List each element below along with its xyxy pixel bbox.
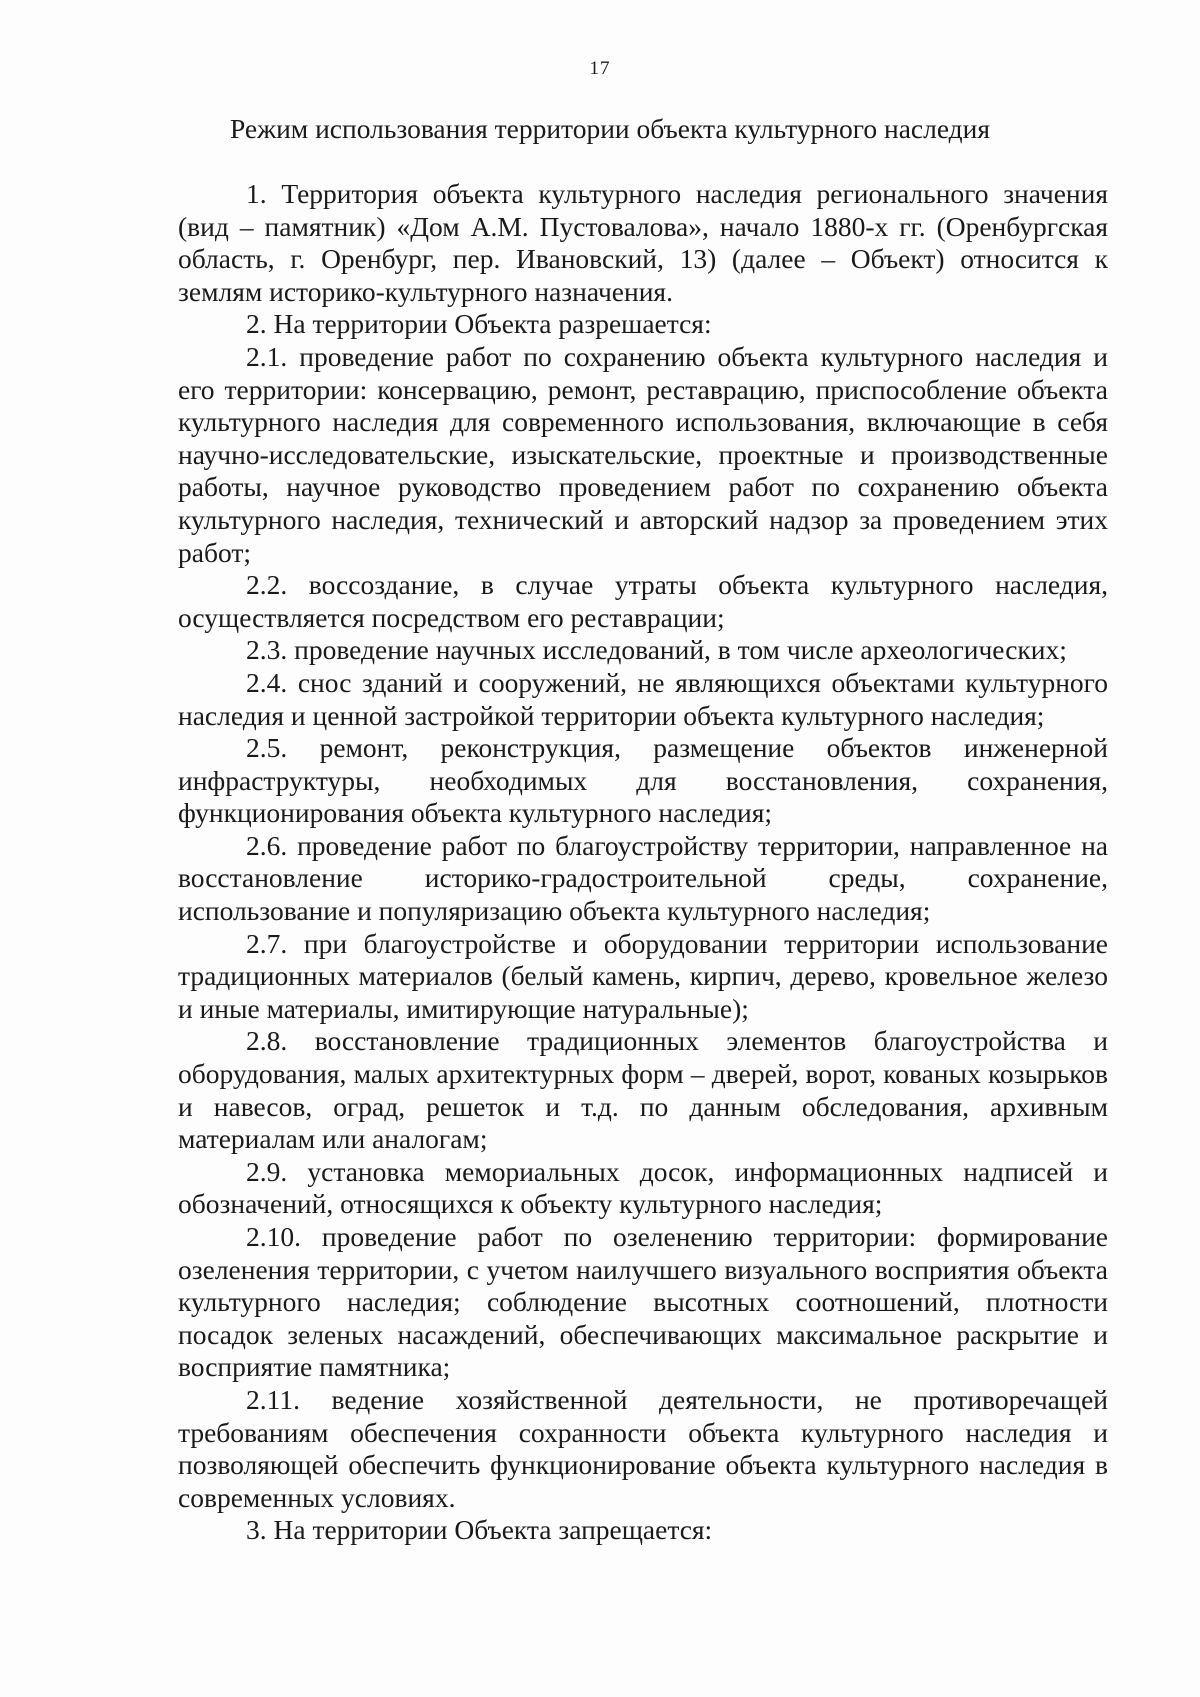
paragraph-2: 2. На территории Объекта разрешается: bbox=[246, 308, 712, 340]
paragraph-2-4: 2.4. снос зданий и сооружений, не являющихся объектами культурного наследия и ценной застройкой территории объекта культурного наследия; bbox=[178, 666, 1108, 731]
document-body bbox=[178, 178, 1108, 1547]
paragraph-2-1: 2.1. проведение работ по сохранению объекта культурного наследия и его территории: консервацию, ремонт, реставрацию, приспособление объекта культурного наследия для современного использования, включающие в себя научно-исследовательские, изыскательские, проектные и производственные работы, научное руководство проведением работ по сохранению объекта культурного наследия, технический и авторский надзор за проведением этих работ; bbox=[178, 340, 1108, 568]
paragraph-2-8: 2.8. восстановление традиционных элементов благоустройства и оборудования, малых архитектурных форм – дверей, ворот, кованых козырьков и навесов, оград, решеток и т.д. по данным обследования, архивным материалам или аналогам; bbox=[178, 1025, 1108, 1155]
paragraph-2-2: 2.2. воссоздание, в случае утраты объекта культурного наследия, осуществляется посредством его реставрации; bbox=[178, 569, 1108, 633]
paragraph-2-11: 2.11. ведение хозяйственной деятельности, не противоречащей требованиям обеспечения сохранности объекта культурного наследия и позволяющей обеспечить функционирование объекта культурного наследия в современных условиях. bbox=[178, 1383, 1108, 1513]
paragraph-2-3: 2.3. проведение научных исследований, в том числе археологических; bbox=[246, 634, 1067, 666]
paragraph-1: 1. Территория объекта культурного наследия регионального значения (вид – памятник) «Дом А.М. Пустовалова», начало 1880-х гг. (Оренбургская область, г. Оренбург, пер. Ивановский, 13) (далее – Объект) относится к землям историко-культурного назначения. bbox=[178, 178, 1108, 307]
paragraph-3: 3. На территории Объекта запрещается: bbox=[246, 1514, 713, 1546]
paragraph-2-5: 2.5. ремонт, реконструкция, размещение объектов инженерной инфраструктуры, необходимых для восстановления, сохранения, функционирования объекта культурного наследия; bbox=[178, 732, 1108, 829]
page-number: 17 bbox=[589, 58, 611, 79]
paragraph-2-9: 2.9. установка мемориальных досок, информационных надписей и обозначений, относящихся к объекту культурного наследия; bbox=[178, 1155, 1108, 1220]
document-heading: Режим использования территории объекта культурного наследия bbox=[229, 113, 991, 144]
paragraph-2-6: 2.6. проведение работ по благоустройству территории, направленное на восстановление историко-градостроительной среды, сохранение, использование и популяризацию объекта культурного наследия; bbox=[178, 829, 1108, 927]
paragraph-2-10: 2.10. проведение работ по озеленению территории: формирование озеленения территории, с учетом наилучшего визуального восприятия объекта культурного наследия; соблюдение высотных соотношений, плотности посадок зеленых насаждений, обеспечивающих максимальное раскрытие и восприятие памятника; bbox=[178, 1221, 1108, 1383]
paragraph-2-7: 2.7. при благоустройстве и оборудовании территории использование традиционных материалов (белый камень, кирпич, дерево, кровельное железо и иные материалы, имитирующие натуральные); bbox=[178, 927, 1108, 1024]
